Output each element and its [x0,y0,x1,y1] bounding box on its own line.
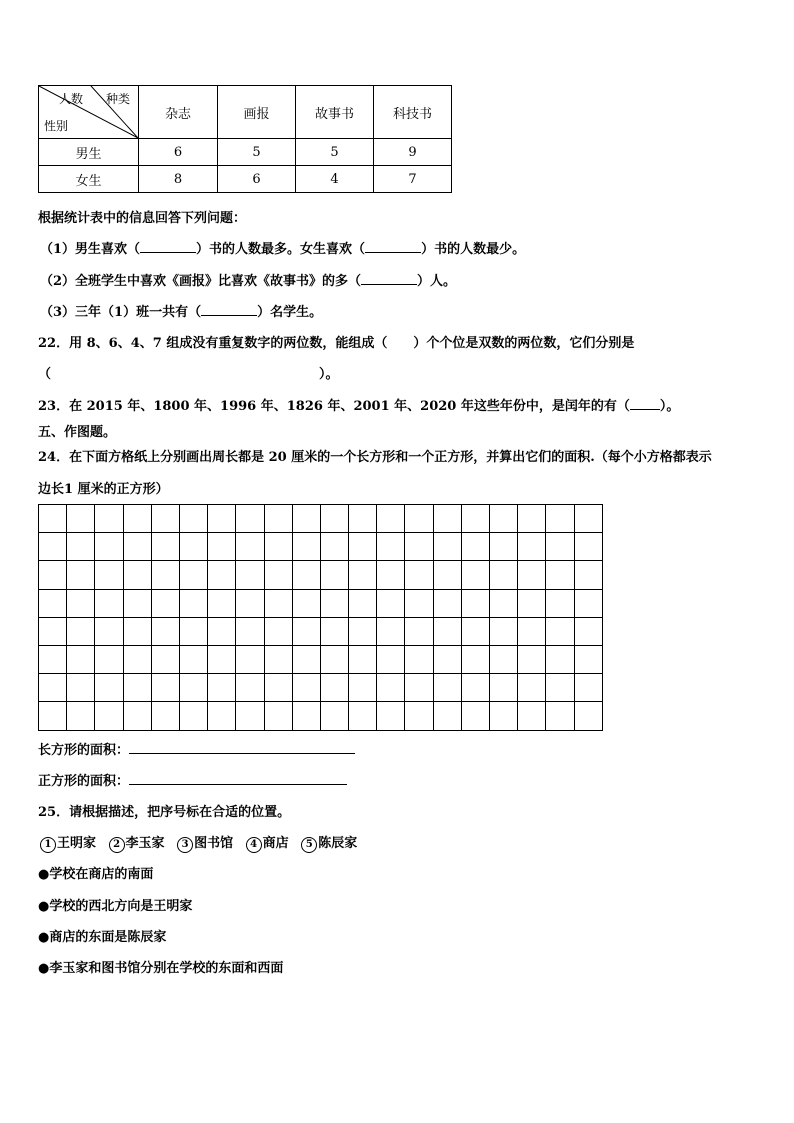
grid-cell[interactable] [433,505,461,533]
q22-line2 [38,363,339,382]
table-cell: 6 [218,166,296,193]
grid-cell[interactable] [461,617,489,645]
circled-number: 5 [301,837,317,853]
grid-cell[interactable] [95,505,123,533]
grid-row [39,702,603,730]
grid-cell[interactable] [95,589,123,617]
grid-cell[interactable] [490,561,518,589]
grid-cell[interactable] [433,674,461,702]
option-label: 商店 [262,836,289,851]
q21-part3-text-a: （3）三年（1）班一共有（ [40,305,202,320]
option-item [246,836,289,851]
grid-cell[interactable] [67,533,95,561]
grid-cell[interactable] [320,505,348,533]
option-label: 图书馆 [194,836,234,851]
grid-cell[interactable] [151,645,179,673]
q22-line1 [38,332,634,351]
grid-cell[interactable] [546,674,574,702]
square-area-blank[interactable] [129,784,347,785]
row-label: 女生 [39,166,139,193]
answer-blank[interactable] [365,252,421,253]
table-cell: 8 [139,166,218,193]
grid-cell[interactable] [123,505,151,533]
grid-cell[interactable] [67,561,95,589]
grid-cell[interactable] [208,533,236,561]
grid-row [39,674,603,702]
grid-cell[interactable] [67,505,95,533]
option-label: 李玉家 [125,836,165,851]
grid-cell[interactable] [546,645,574,673]
grid-cell[interactable] [151,505,179,533]
grid-cell[interactable] [518,505,546,533]
grid-cell[interactable] [236,589,264,617]
grid-cell[interactable] [292,561,320,589]
option-label: 陈辰家 [318,836,358,851]
grid-cell[interactable] [208,505,236,533]
q23-question [38,395,679,414]
grid-cell[interactable] [490,674,518,702]
grid-cell[interactable] [574,533,602,561]
grid-cell[interactable] [490,645,518,673]
grid-cell[interactable] [39,561,67,589]
rect-area-label: 长方形的面积： [38,743,130,758]
grid-cell[interactable] [67,674,95,702]
grid-cell[interactable] [349,702,377,730]
grid-cell[interactable] [490,505,518,533]
grid-cell[interactable] [461,645,489,673]
grid-cell[interactable] [151,674,179,702]
grid-cell[interactable] [179,505,207,533]
grid-cell[interactable] [39,674,67,702]
q21-part1 [40,238,525,257]
grid-cell[interactable] [377,561,405,589]
grid-cell[interactable] [546,533,574,561]
circled-number: 4 [246,837,262,853]
grid-cell[interactable] [236,645,264,673]
grid-cell[interactable] [67,589,95,617]
statistics-table [38,85,452,193]
grid-cell[interactable] [264,589,292,617]
table-cell: 5 [218,139,296,166]
grid-cell[interactable] [377,617,405,645]
grid-cell[interactable] [95,617,123,645]
grid-cell[interactable] [574,561,602,589]
grid-cell[interactable] [518,645,546,673]
q21-part1-text-a: （1）男生喜欢（ [40,242,141,257]
square-area-line [38,770,347,789]
rect-area-line [38,739,355,758]
grid-cell[interactable] [518,674,546,702]
grid-cell[interactable] [349,617,377,645]
q21-part1-text-c: ）书的人数最少。 [421,242,526,257]
grid-cell[interactable] [320,561,348,589]
grid-cell[interactable] [574,674,602,702]
grid-cell[interactable] [349,645,377,673]
grid-cell[interactable] [208,561,236,589]
grid-cell[interactable] [264,617,292,645]
grid-cell[interactable] [546,617,574,645]
table-corner-header [39,86,139,139]
grid-cell[interactable] [490,533,518,561]
grid-cell[interactable] [546,505,574,533]
q21-part3 [40,301,322,320]
q21-part3-text-b: ）名学生。 [257,305,323,320]
grid-cell[interactable] [405,533,433,561]
grid-row [39,589,603,617]
grid-cell[interactable] [461,589,489,617]
grid-cell[interactable] [39,645,67,673]
grid-cell[interactable] [292,645,320,673]
table-cell: 7 [374,166,452,193]
answer-blank[interactable] [201,315,257,316]
grid-cell[interactable] [461,702,489,730]
table-cell: 5 [296,139,374,166]
circled-number: 1 [40,837,56,853]
grid-cell[interactable] [123,589,151,617]
grid-cell[interactable] [490,589,518,617]
grid-cell[interactable] [349,674,377,702]
clue-item: ●学校在商店的南面 [38,867,154,882]
q21-part1-text-b: ）书的人数最多。女生喜欢（ [196,242,366,257]
grid-cell[interactable] [433,561,461,589]
grid-row [39,505,603,533]
option-label: 王明家 [57,836,97,851]
grid-cell[interactable] [405,645,433,673]
grid-cell[interactable] [123,702,151,730]
grid-cell[interactable] [95,702,123,730]
grid-cell[interactable] [377,533,405,561]
column-header: 画报 [218,86,296,139]
grid-cell[interactable] [123,561,151,589]
table-row [39,139,452,166]
grid-cell[interactable] [518,702,546,730]
column-header: 故事书 [296,86,374,139]
grid-cell[interactable] [292,589,320,617]
answer-blank[interactable] [630,409,660,410]
clue-item: ●商店的东面是陈辰家 [38,930,167,945]
grid-cell[interactable] [377,674,405,702]
grid-cell[interactable] [574,702,602,730]
grid-cell[interactable] [67,645,95,673]
corner-label-count: 人数 [59,92,84,106]
grid-cell[interactable] [236,617,264,645]
grid-row [39,645,603,673]
grid-cell[interactable] [179,617,207,645]
grid-cell[interactable] [39,533,67,561]
grid-cell[interactable] [236,561,264,589]
grid-cell[interactable] [433,645,461,673]
grid-cell[interactable] [518,561,546,589]
q22-text-a: 22．用 8、6、4、7 组成没有重复数字的两位数，能组成（ [38,336,388,351]
grid-row [39,533,603,561]
grid-cell[interactable] [518,617,546,645]
table-cell: 6 [139,139,218,166]
grid-cell[interactable] [208,674,236,702]
grid-cell[interactable] [405,505,433,533]
grid-cell[interactable] [264,674,292,702]
q25-title: 25．请根据描述，把序号标在合适的位置。 [38,805,291,820]
grid-cell[interactable] [518,533,546,561]
q22-text-d: ）。 [319,367,339,382]
column-header: 杂志 [139,86,218,139]
grid-cell[interactable] [320,589,348,617]
grid-cell[interactable] [95,674,123,702]
q22-text-b: ）个个位是双数的两位数，它们分别是 [413,336,635,351]
grid-cell[interactable] [405,589,433,617]
drawing-grid[interactable] [38,504,603,731]
q25-options [40,832,357,853]
grid-cell[interactable] [574,617,602,645]
q24-line1: 24．在下面方格纸上分别画出周长都是 20 厘米的一个长方形和一个正方形，并算出它们的面积.（每个小方格都表示 [38,450,712,465]
grid-cell[interactable] [461,505,489,533]
grid-cell[interactable] [208,645,236,673]
grid-cell[interactable] [39,617,67,645]
table-cell: 4 [296,166,374,193]
grid-cell[interactable] [349,533,377,561]
q21-intro: 根据统计表中的信息回答下列问题： [38,211,247,226]
grid-cell[interactable] [123,645,151,673]
rect-area-blank[interactable] [129,753,355,754]
grid-cell[interactable] [236,702,264,730]
grid-cell[interactable] [236,505,264,533]
q21-part2-text-b: ）人。 [417,274,457,289]
grid-cell[interactable] [320,617,348,645]
grid-row [39,561,603,589]
grid-cell[interactable] [151,617,179,645]
grid-cell[interactable] [546,589,574,617]
grid-cell[interactable] [292,617,320,645]
grid-cell[interactable] [95,561,123,589]
grid-cell[interactable] [39,702,67,730]
grid-cell[interactable] [377,505,405,533]
clue-item: ●学校的西北方向是王明家 [38,899,193,914]
grid-cell[interactable] [461,533,489,561]
grid-cell[interactable] [179,533,207,561]
grid-cell[interactable] [574,645,602,673]
grid-cell[interactable] [95,645,123,673]
grid-cell[interactable] [461,674,489,702]
grid-cell[interactable] [405,561,433,589]
grid-cell[interactable] [123,533,151,561]
grid-cell[interactable] [405,702,433,730]
corner-label-category: 种类 [106,92,131,106]
grid-cell[interactable] [292,505,320,533]
grid-cell[interactable] [123,617,151,645]
grid-cell[interactable] [208,589,236,617]
grid-cell[interactable] [320,674,348,702]
q21-part2 [40,270,456,289]
grid-cell[interactable] [95,533,123,561]
table-row [39,166,452,193]
grid-cell[interactable] [490,617,518,645]
grid-cell[interactable] [377,645,405,673]
grid-cell[interactable] [405,674,433,702]
grid-cell[interactable] [490,702,518,730]
q23-text-b: ）。 [659,399,680,414]
answer-blank[interactable] [361,284,417,285]
grid-cell[interactable] [179,589,207,617]
grid-cell[interactable] [264,505,292,533]
grid-cell[interactable] [320,645,348,673]
q22-text-c: （ [38,367,52,382]
option-item [40,836,96,851]
section-title: 五、作图题。 [38,425,117,440]
corner-label-gender: 性别 [44,119,69,133]
clue-item: ●李玉家和图书馆分别在学校的东面和西面 [38,961,284,976]
grid-cell[interactable] [39,589,67,617]
grid-cell[interactable] [349,505,377,533]
grid-cell[interactable] [151,533,179,561]
q24-line2: 边长1 厘米的正方形） [38,482,169,497]
grid-cell[interactable] [264,561,292,589]
grid-cell[interactable] [461,561,489,589]
grid-cell[interactable] [179,702,207,730]
grid-cell[interactable] [320,702,348,730]
grid-cell[interactable] [67,702,95,730]
option-item [109,836,165,851]
grid-cell[interactable] [546,702,574,730]
square-area-label: 正方形的面积： [38,774,130,789]
grid-cell[interactable] [405,617,433,645]
grid-cell[interactable] [179,561,207,589]
grid-cell[interactable] [151,702,179,730]
grid-cell[interactable] [151,561,179,589]
grid-cell[interactable] [349,589,377,617]
option-item [177,836,233,851]
grid-cell[interactable] [264,702,292,730]
grid-cell[interactable] [292,674,320,702]
grid-cell[interactable] [264,533,292,561]
grid-cell[interactable] [236,533,264,561]
grid-cell[interactable] [292,533,320,561]
row-label: 男生 [39,139,139,166]
table-cell: 9 [374,139,452,166]
grid-cell[interactable] [236,674,264,702]
grid-cell[interactable] [574,505,602,533]
grid-cell[interactable] [546,561,574,589]
grid-cell[interactable] [377,589,405,617]
grid-cell[interactable] [320,533,348,561]
grid-cell[interactable] [123,674,151,702]
grid-cell[interactable] [208,702,236,730]
grid-cell[interactable] [377,702,405,730]
grid-cell[interactable] [433,702,461,730]
option-item [301,836,357,851]
circled-number: 3 [177,837,193,853]
grid-cell[interactable] [179,645,207,673]
grid-cell[interactable] [264,645,292,673]
grid-cell[interactable] [518,589,546,617]
circled-number: 2 [109,837,125,853]
q23-text-a: 23．在 2015 年、1800 年、1996 年、1826 年、2001 年、2020 年这些年份中，是闰年的有（ [38,399,630,414]
grid-cell[interactable] [433,589,461,617]
grid-cell[interactable] [151,589,179,617]
grid-cell[interactable] [574,589,602,617]
q21-part2-text-a: （2）全班学生中喜欢《画报》比喜欢《故事书》的多（ [40,274,362,289]
grid-cell[interactable] [349,561,377,589]
answer-blank[interactable] [140,252,196,253]
grid-cell[interactable] [39,505,67,533]
column-header: 科技书 [374,86,452,139]
grid-cell[interactable] [179,674,207,702]
grid-cell[interactable] [208,617,236,645]
grid-cell[interactable] [292,702,320,730]
grid-cell[interactable] [433,533,461,561]
grid-row [39,617,603,645]
grid-cell[interactable] [433,617,461,645]
grid-cell[interactable] [67,617,95,645]
